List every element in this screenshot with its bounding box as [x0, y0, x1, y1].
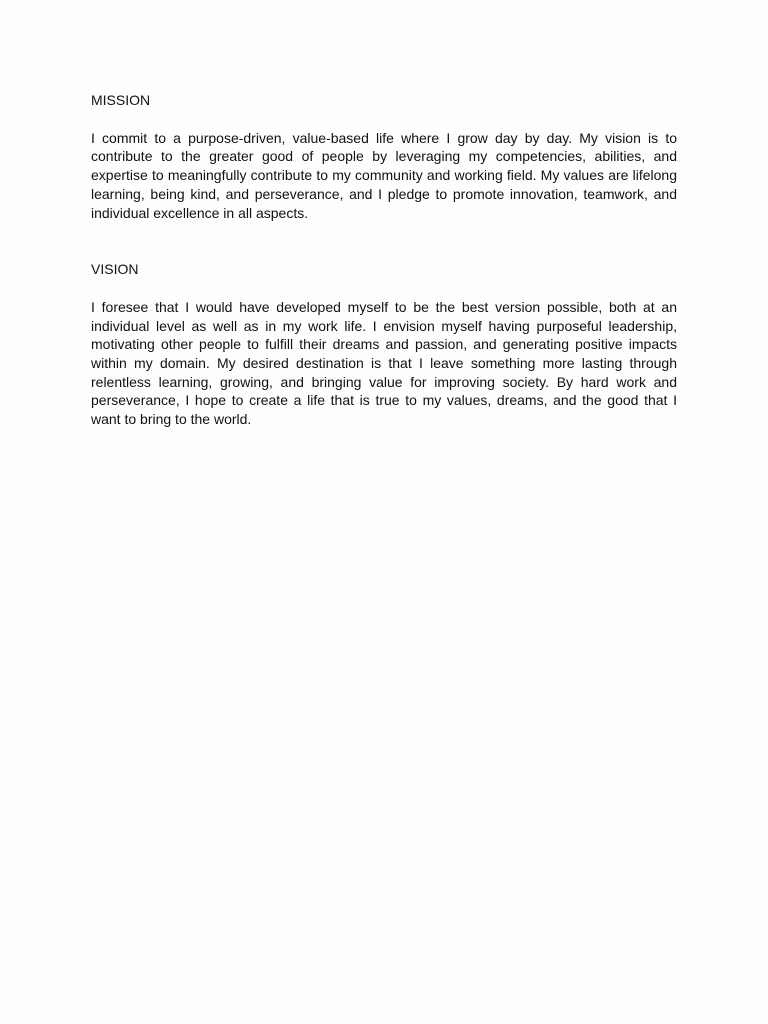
mission-section	[91, 91, 677, 222]
vision-paragraph: I foresee that I would have developed myself to be the best version possible, both at an individual level as well as in my work life. I envision myself having purposeful leadership, motivating other people to fulfill their dreams and passion, and generating positive impacts within my domain. My desired destination is that I leave something more lasting through relentless learning, growing, and bringing value for improving society. By hard work and perseverance, I hope to create a life that is true to my values, dreams, and the good that I want to bring to the world.	[91, 298, 677, 428]
mission-heading: MISSION	[91, 92, 151, 108]
mission-paragraph: I commit to a purpose-driven, value-based life where I grow day by day. My vision is to contribute to the greater good of people by leveraging my competencies, abilities, and expertise to meaningfully contribute to my community and working field. My values are lifelong learning, being kind, and perseverance, and I pledge to promote innovation, teamwork, and individual excellence in all aspects.	[91, 129, 677, 221]
vision-section	[91, 260, 677, 429]
vision-heading: VISION	[91, 261, 139, 278]
document-content	[91, 91, 677, 429]
